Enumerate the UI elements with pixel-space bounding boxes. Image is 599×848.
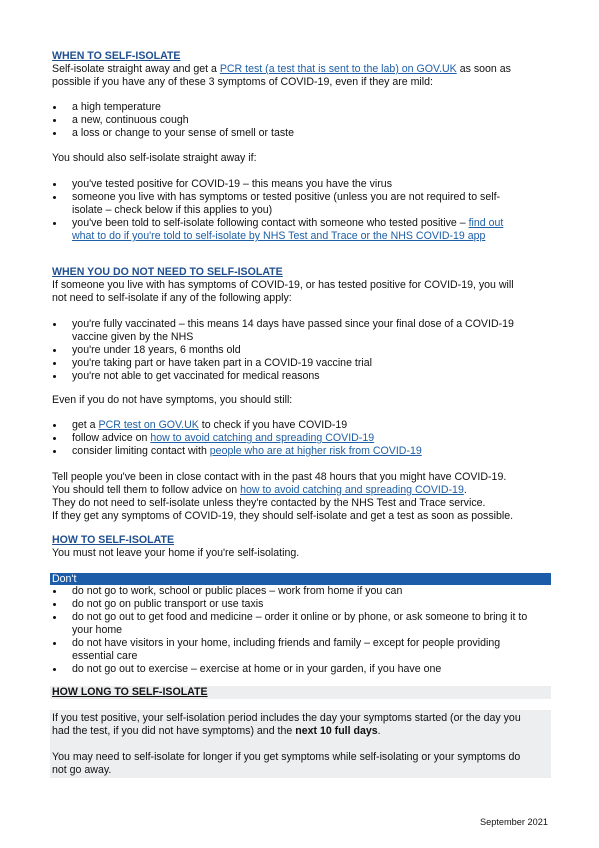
list-item: you're not able to get vaccinated for medical reasons [52, 370, 552, 383]
ten-full-days: next 10 full days [295, 725, 378, 737]
bullet-icon [53, 616, 56, 619]
list-item: you've tested positive for COVID-19 – this means you have the virus [52, 178, 552, 191]
list-item: consider limiting contact with people who are at higher risk from COVID-19 [52, 445, 552, 458]
list-item: you're fully vaccinated – this means 14 days have passed since your final dose of a COVID-19 vaccine given by the NHS [52, 318, 552, 344]
still-text: Even if you do not have symptoms, you should still: [52, 394, 293, 406]
bullet-icon [53, 424, 56, 427]
bullet-icon [53, 183, 56, 186]
list-item: do not go to work, school or public places – work from home if you can [52, 585, 552, 598]
tell-people-paragraph: Tell people you've been in close contact with in the past 48 hours that you might have COVID-19. You should tell them to follow advice on how to avoid catching and spreading COVID-19. They do not need to self-isolate unless they're contacted by the NHS Test and Trace service. If they get any symptoms of COVID-19, they should self-isolate and get a test as soon as possible. [52, 471, 514, 522]
bullet-icon [53, 362, 56, 365]
pcr-test-link[interactable]: PCR test (a test that is sent to the lab) on GOV.UK [219, 63, 457, 75]
intro-text: Self-isolate straight away and get a [52, 63, 220, 75]
nhs-test-trace-link[interactable]: what to do if you're told to self-isolate by NHS Test and Trace or the NHS COVID-19 app [72, 230, 486, 242]
list-item: do not go out to get food and medicine – order it online or by phone, or ask someone to bring it to your home [52, 611, 552, 637]
heading-how-to-self-isolate: HOW TO SELF-ISOLATE [52, 534, 175, 546]
heading-when-to-self-isolate: WHEN TO SELF-ISOLATE [52, 50, 181, 62]
intro-paragraph [52, 63, 552, 89]
dont-label: Don't [52, 573, 77, 585]
heading-how-long: HOW LONG TO SELF-ISOLATE [52, 686, 208, 698]
also-self-isolate-text: You should also self-isolate straight away if: [52, 152, 257, 164]
bullet-icon [53, 642, 56, 645]
bullet-icon [53, 375, 56, 378]
list-item: follow advice on how to avoid catching and spreading COVID-19 [52, 432, 552, 445]
still-actions-list [52, 419, 552, 458]
bullet-icon [53, 668, 56, 671]
symptoms-list [52, 101, 552, 140]
list-item: someone you live with has symptoms or tested positive (unless you are not required to self- isolate – check below if this applies to you) [52, 191, 552, 217]
exemptions-list [52, 318, 552, 383]
bullet-icon [53, 196, 56, 199]
not-needed-intro: If someone you live with has symptoms of COVID-19, or has tested positive for COVID-19, you will not need to self-isolate if any of the following apply: [52, 279, 514, 304]
self-isolate-conditions-list [52, 178, 552, 243]
bullet-icon [53, 590, 56, 593]
bullet-icon [53, 132, 56, 135]
pcr-test-gov-link[interactable]: PCR test on GOV.UK [98, 419, 199, 431]
list-item: a high temperature [52, 101, 552, 114]
list-item: do not have visitors in your home, including friends and family – except for people providing essential care [52, 637, 552, 663]
how-to-intro: You must not leave your home if you're self-isolating. [52, 547, 300, 559]
list-item: a new, continuous cough [52, 114, 552, 127]
list-item: you're under 18 years, 6 months old [52, 344, 552, 357]
footer-date: September 2021 [480, 817, 548, 827]
dont-header-bar [50, 573, 551, 585]
bullet-icon [53, 603, 56, 606]
intro-text-end: as soon as [456, 63, 511, 75]
bullet-icon [53, 222, 56, 225]
list-item: you're taking part or have taken part in a COVID-19 vaccine trial [52, 357, 552, 370]
dont-list [52, 585, 552, 676]
bullet-icon [53, 323, 56, 326]
intro-text-line2: possible if you have any of these 3 symptoms of COVID-19, even if they are mild: [52, 76, 433, 88]
find-out-link[interactable]: find out [468, 217, 504, 229]
list-item: get a PCR test on GOV.UK to check if you have COVID-19 [52, 419, 552, 432]
how-long-info-box: If you test positive, your self-isolation period includes the day your symptoms started (or the day you had the test, if you did not have symptoms) and the next 10 full days. You may need to self-isolate for longer if you get symptoms while self-isolating or your symptoms do not go away. [50, 710, 551, 778]
avoid-spreading-link-2[interactable]: how to avoid catching and spreading COVID-19 [240, 484, 464, 496]
list-item: do not go on public transport or use taxis [52, 598, 552, 611]
higher-risk-link[interactable]: people who are at higher risk from COVID-19 [209, 445, 422, 457]
bullet-icon [53, 106, 56, 109]
avoid-spreading-link[interactable]: how to avoid catching and spreading COVID-19 [150, 432, 375, 444]
list-item: a loss or change to your sense of smell or taste [52, 127, 552, 140]
bullet-icon [53, 437, 56, 440]
bullet-icon [53, 450, 56, 453]
bullet-icon [53, 349, 56, 352]
how-long-heading-band [50, 686, 551, 699]
bullet-icon [53, 119, 56, 122]
list-item: do not go out to exercise – exercise at home or in your garden, if you have one [52, 663, 552, 676]
list-item: you've been told to self-isolate following contact with someone who tested positive – find out what to do if you're told to self-isolate by NHS Test and Trace or the NHS COVID-19 app [52, 217, 552, 243]
heading-when-not-needed: WHEN YOU DO NOT NEED TO SELF-ISOLATE [52, 266, 283, 278]
